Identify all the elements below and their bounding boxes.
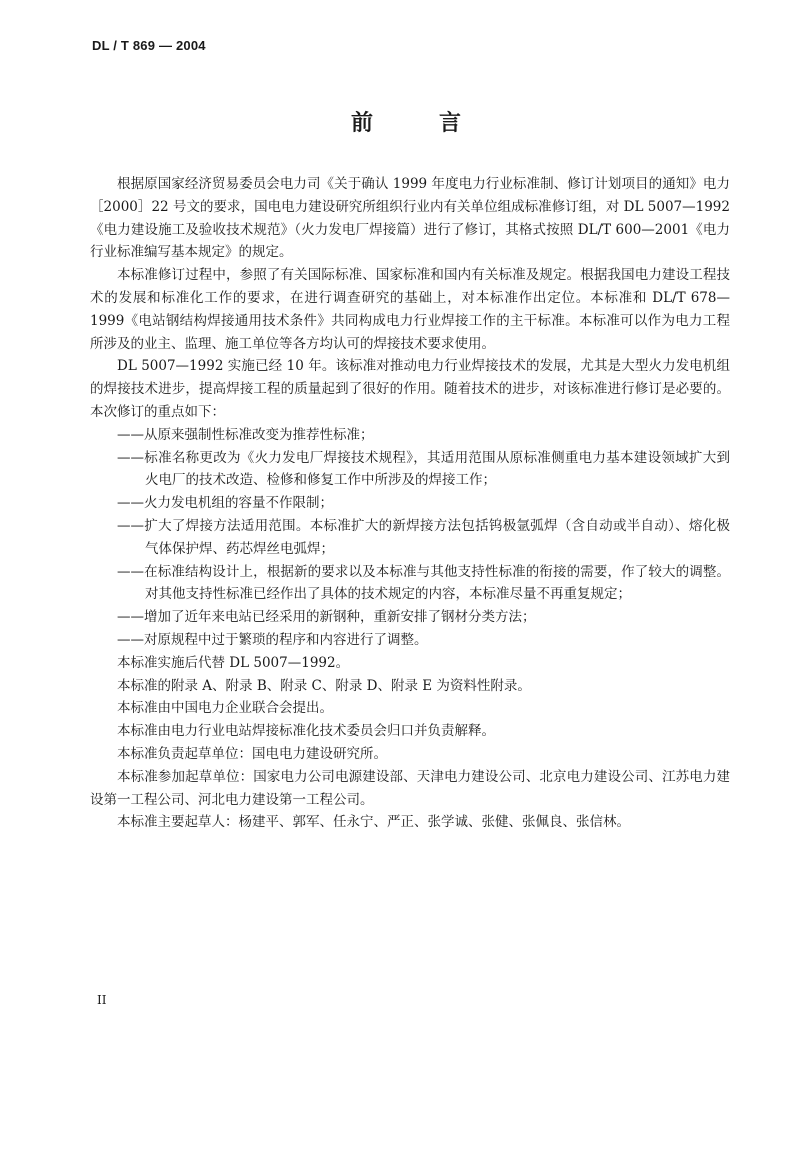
list-item: ——从原来强制性标准改变为推荐性标准；	[117, 426, 374, 443]
paragraph: 根据原国家经济贸易委员会电力司《关于确认 1999 年度电力行业标准制、修订计划项目的通知》电力［2000］22 号文的要求，国电电力建设研究所组织行业内有关单位组成标准修订组，对 DL 5007—1992《电力建设施工及验收技术规范》（火力发电厂焊接篇）进行了修订，其格式按照 DL/T 600—2001《电力行业标准编写基本规定》的规定。	[90, 176, 730, 261]
page-title: 前 言	[350, 111, 483, 136]
paragraph: 本标准由中国电力企业联合会提出。	[117, 700, 333, 717]
paragraph: 本标准由电力行业电站焊接标准化技术委员会归口并负责解释。	[117, 723, 495, 740]
paragraph: 本标准实施后代替 DL 5007—1992。	[117, 654, 350, 671]
list-item: ——在标准结构设计上，根据新的要求以及本标准与其他支持性标准的衔接的需要，作了较大的调整。对其他支持性标准已经作出了具体的技术规定的内容，本标准尽量不再重复规定；	[117, 563, 730, 603]
list-item: ——火力发电机组的容量不作限制；	[117, 495, 333, 512]
body-text	[90, 173, 730, 834]
paragraph: 本标准的附录 A、附录 B、附录 C、附录 D、附录 E 为资料性附录。	[117, 677, 531, 694]
list-item: ——对原规程中过于繁琐的程序和内容进行了调整。	[117, 631, 428, 648]
list-item: ——增加了近年来电站已经采用的新钢种，重新安排了钢材分类方法；	[117, 609, 536, 626]
document-code-header: DL / T 869 — 2004	[92, 38, 206, 53]
paragraph: DL 5007—1992 实施已经 10 年。该标准对推动电力行业焊接技术的发展，尤其是大型火力发电机组的焊接技术进步，提高焊接工程的质量起到了很好的作用。随着技术的进步，对该标准进行修订是必要的。本次修订的重点如下：	[90, 358, 730, 420]
list-item: ——标准名称更改为《火力发电厂焊接技术规程》，其适用范围从原标准侧重电力基本建设领域扩大到火电厂的技术改造、检修和修复工作中所涉及的焊接工作；	[117, 449, 730, 489]
paragraph: 本标准修订过程中，参照了有关国际标准、国家标准和国内有关标准及规定。根据我国电力建设工程技术的发展和标准化工作的要求，在进行调查研究的基础上，对本标准作出定位。本标准和 DL/T 678—1999《电站钢结构焊接通用技术条件》共同构成电力行业焊接工作的主干标准。本标准可以作为电力工程所涉及的业主、监理、施工单位等各方均认可的焊接技术要求使用。	[90, 267, 730, 352]
paragraph: 本标准主要起草人：杨建平、郭军、任永宁、严正、张学诚、张健、张佩良、张信林。	[117, 814, 630, 831]
paragraph: 本标准负责起草单位：国电电力建设研究所。	[117, 745, 387, 762]
paragraph: 本标准参加起草单位：国家电力公司电源建设部、天津电力建设公司、北京电力建设公司、江苏电力建设第一工程公司、河北电力建设第一工程公司。	[90, 768, 730, 808]
list-item: ——扩大了焊接方法适用范围。本标准扩大的新焊接方法包括钨极氩弧焊（含自动或半自动）、熔化极气体保护焊、药芯焊丝电弧焊；	[117, 517, 730, 557]
page-number: II	[97, 993, 107, 1007]
